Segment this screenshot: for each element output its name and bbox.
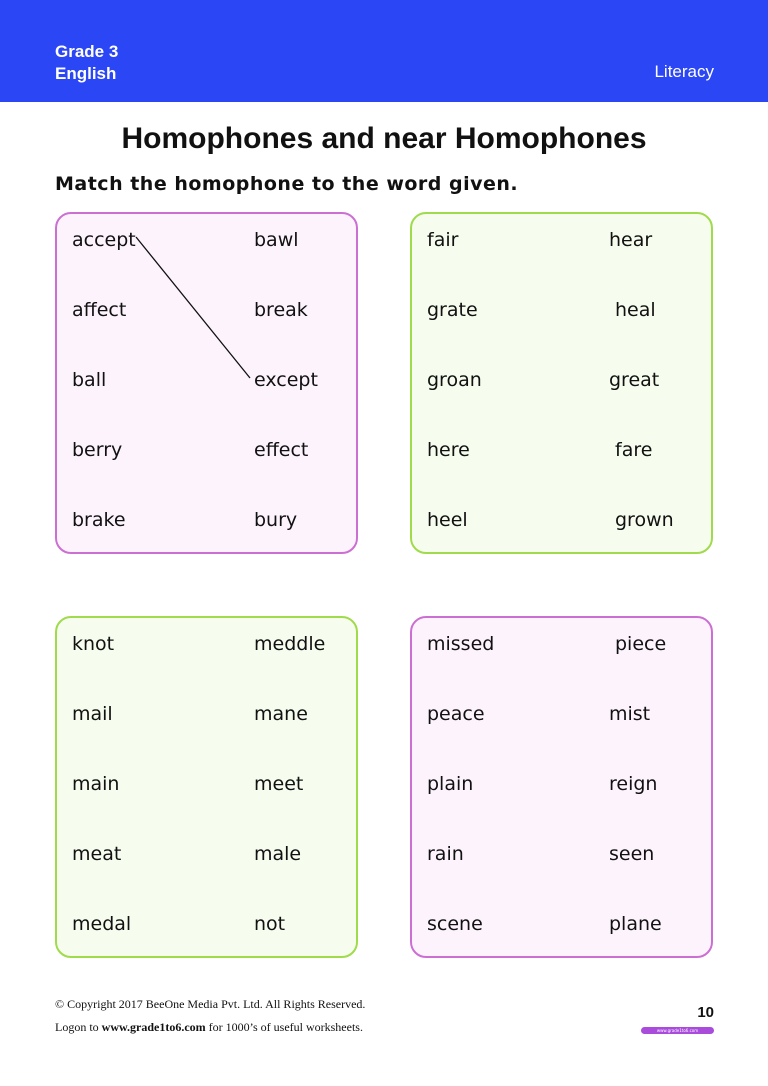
right-word[interactable]: break <box>254 299 308 321</box>
left-word[interactable]: plain <box>427 773 474 795</box>
page-title: Homophones and near Homophones <box>121 122 647 155</box>
grade-label: Grade 3 <box>55 42 119 61</box>
copyright-text: © Copyright 2017 BeeOne Media Pvt. Ltd. All Rights Reserved. <box>55 997 366 1011</box>
word-box-4 <box>410 616 713 958</box>
word-box-2 <box>410 212 713 554</box>
logon-suffix: for 1000’s of useful worksheets. <box>205 1020 363 1034</box>
right-word[interactable]: great <box>609 369 660 391</box>
right-word[interactable]: seen <box>609 843 655 865</box>
left-word[interactable]: affect <box>72 299 127 321</box>
left-word[interactable]: main <box>72 773 120 795</box>
left-word[interactable]: fair <box>427 229 459 251</box>
header-banner <box>0 0 768 102</box>
left-word[interactable]: heel <box>427 509 468 531</box>
right-word[interactable]: mist <box>609 703 651 725</box>
subject-label: English <box>55 64 117 83</box>
grade-subject <box>55 41 118 85</box>
right-word[interactable]: male <box>254 843 302 865</box>
logon-text <box>55 1020 363 1035</box>
left-word[interactable]: rain <box>427 843 464 865</box>
right-word[interactable]: bawl <box>254 229 299 251</box>
left-word[interactable]: berry <box>72 439 123 461</box>
left-word[interactable]: groan <box>427 369 482 391</box>
left-word[interactable]: missed <box>427 633 495 655</box>
logon-prefix: Logon to <box>55 1020 102 1034</box>
right-word[interactable]: mane <box>254 703 308 725</box>
left-word[interactable]: ball <box>72 369 107 391</box>
right-word[interactable]: bury <box>254 509 298 531</box>
left-word[interactable]: mail <box>72 703 113 725</box>
right-word[interactable]: reign <box>609 773 658 795</box>
left-word[interactable]: accept <box>72 229 136 251</box>
left-word[interactable]: grate <box>427 299 478 321</box>
right-word[interactable]: meddle <box>254 633 326 655</box>
right-word[interactable]: piece <box>615 633 667 655</box>
right-word[interactable]: plane <box>609 913 662 935</box>
site-badge[interactable]: www.grade1to6.com <box>641 1027 714 1034</box>
left-word[interactable]: meat <box>72 843 122 865</box>
left-word[interactable]: medal <box>72 913 132 935</box>
right-word[interactable]: hear <box>609 229 653 251</box>
right-word[interactable]: heal <box>615 299 656 321</box>
right-word[interactable]: not <box>254 913 286 935</box>
left-word[interactable]: here <box>427 439 470 461</box>
category-label: Literacy <box>654 62 714 81</box>
right-word[interactable]: except <box>254 369 318 391</box>
right-word[interactable]: fare <box>615 439 653 461</box>
left-word[interactable]: brake <box>72 509 126 531</box>
left-word[interactable]: knot <box>72 633 115 655</box>
word-box-1 <box>55 212 358 554</box>
left-word[interactable]: scene <box>427 913 483 935</box>
right-word[interactable]: meet <box>254 773 304 795</box>
right-word[interactable]: grown <box>615 509 674 531</box>
right-word[interactable]: effect <box>254 439 309 461</box>
page-number: 10 <box>697 1004 714 1021</box>
logon-site-link[interactable]: www.grade1to6.com <box>101 1020 206 1034</box>
left-word[interactable]: peace <box>427 703 485 725</box>
instruction-text: Match the homophone to the word given. <box>55 173 519 195</box>
word-box-3 <box>55 616 358 958</box>
